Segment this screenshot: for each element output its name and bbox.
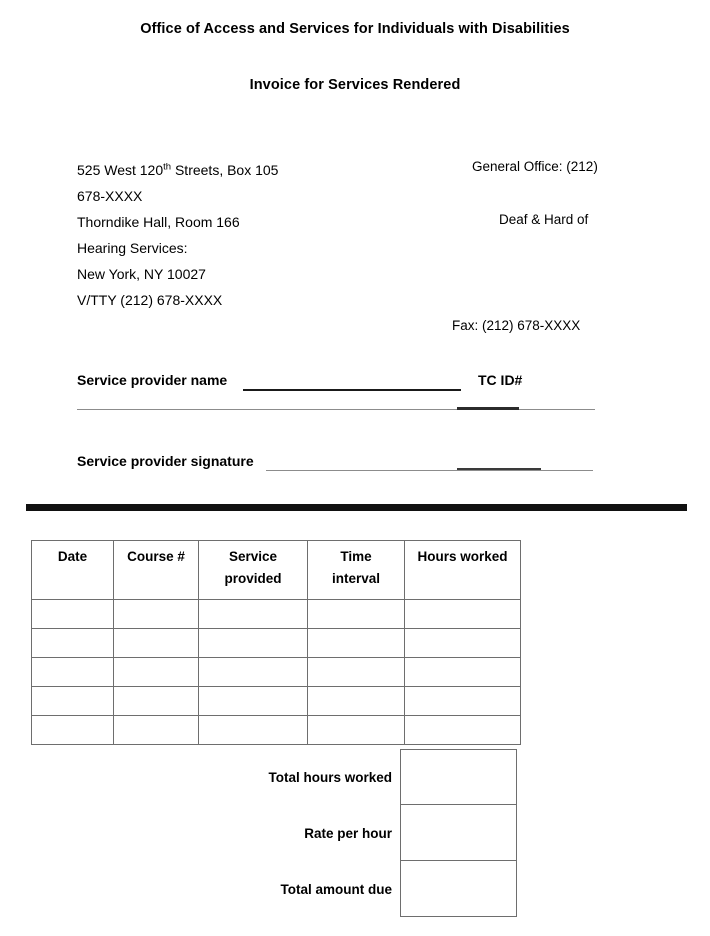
- contact-fax: Fax: (212) 678-XXXX: [452, 318, 581, 333]
- table-body: [32, 600, 521, 745]
- table-row: [32, 600, 521, 629]
- cell-course[interactable]: [114, 687, 199, 716]
- cell-time[interactable]: [308, 629, 405, 658]
- contact-general-office: General Office: (212): [472, 159, 598, 174]
- column-header-service-line1: Service: [228, 549, 278, 564]
- column-header-hours-worked: [405, 541, 521, 600]
- address-line-street: [77, 157, 407, 183]
- service-log-table: [31, 540, 521, 745]
- cell-time[interactable]: [308, 716, 405, 745]
- address-line-building: Thorndike Hall, Room 166: [77, 214, 240, 230]
- service-provider-signature-label: Service provider signature: [77, 453, 254, 469]
- cell-course[interactable]: [114, 629, 199, 658]
- table-row: [32, 658, 521, 687]
- cell-date[interactable]: [32, 629, 114, 658]
- cell-service[interactable]: [199, 629, 308, 658]
- column-header-date-line1: Date: [57, 549, 88, 564]
- cell-hours[interactable]: [405, 629, 521, 658]
- totals-row-rate-per-hour: [31, 805, 517, 861]
- tc-id-write-line-emphasis: [457, 407, 519, 410]
- totals-row-total-amount-due: [31, 861, 517, 917]
- table-row: [32, 687, 521, 716]
- column-header-date: [32, 541, 114, 600]
- cell-service[interactable]: [199, 716, 308, 745]
- totals-value-total-amount-due[interactable]: [400, 861, 517, 917]
- address-block: [77, 157, 407, 313]
- service-provider-signature-write-line[interactable]: [266, 470, 593, 471]
- totals-label-rate-per-hour: Rate per hour: [304, 825, 392, 841]
- section-divider: [26, 504, 687, 511]
- table-header: [32, 541, 521, 600]
- cell-course[interactable]: [114, 716, 199, 745]
- service-provider-signature-line-emphasis: [457, 468, 541, 470]
- contact-deaf-hard-of-hearing: Deaf & Hard of: [499, 212, 589, 227]
- cell-service[interactable]: [199, 687, 308, 716]
- page-title: Office of Access and Services for Individuals with Disabilities: [140, 21, 570, 37]
- totals-label-total-amount-due: Total amount due: [280, 881, 392, 897]
- address-line-hearing-services: Hearing Services:: [77, 240, 188, 256]
- address-line-vtty: V/TTY (212) 678-XXXX: [77, 292, 223, 308]
- table-header-row: [32, 541, 521, 600]
- cell-course[interactable]: [114, 658, 199, 687]
- cell-date[interactable]: [32, 658, 114, 687]
- address-line-city-state-zip: New York, NY 10027: [77, 266, 206, 282]
- cell-hours[interactable]: [405, 687, 521, 716]
- address-street-number: 525 West 120: [77, 162, 164, 178]
- cell-date[interactable]: [32, 687, 114, 716]
- cell-hours[interactable]: [405, 716, 521, 745]
- tc-id-label: TC ID#: [478, 372, 523, 388]
- ordinal-suffix: th: [163, 161, 172, 173]
- address-street-rest: Streets, Box 105: [171, 162, 279, 178]
- page-subtitle: Invoice for Services Rendered: [249, 77, 461, 93]
- cell-service[interactable]: [199, 600, 308, 629]
- totals-value-total-hours[interactable]: [400, 749, 517, 805]
- cell-time[interactable]: [308, 658, 405, 687]
- cell-date[interactable]: [32, 716, 114, 745]
- column-header-time-line2: interval: [331, 571, 381, 586]
- cell-time[interactable]: [308, 687, 405, 716]
- totals-label-total-hours: Total hours worked: [268, 769, 392, 785]
- table-row: [32, 716, 521, 745]
- cell-course[interactable]: [114, 600, 199, 629]
- totals-section: [31, 749, 517, 917]
- cell-service[interactable]: [199, 658, 308, 687]
- cell-date[interactable]: [32, 600, 114, 629]
- column-header-course: [114, 541, 199, 600]
- column-header-hours-line1: Hours worked: [417, 549, 508, 564]
- column-header-service-line2: provided: [224, 571, 282, 586]
- service-provider-name-label: Service provider name: [77, 372, 228, 388]
- column-header-service-provided: [199, 541, 308, 600]
- address-line-phone-partial: 678-XXXX: [77, 188, 143, 204]
- cell-time[interactable]: [308, 600, 405, 629]
- cell-hours[interactable]: [405, 600, 521, 629]
- totals-value-rate-per-hour[interactable]: [400, 805, 517, 861]
- table-row: [32, 629, 521, 658]
- column-header-time-interval: [308, 541, 405, 600]
- service-provider-name-write-line[interactable]: [243, 389, 461, 391]
- cell-hours[interactable]: [405, 658, 521, 687]
- totals-row-total-hours: [31, 749, 517, 805]
- column-header-time-line1: Time: [340, 549, 372, 564]
- column-header-course-line1: Course #: [127, 549, 185, 564]
